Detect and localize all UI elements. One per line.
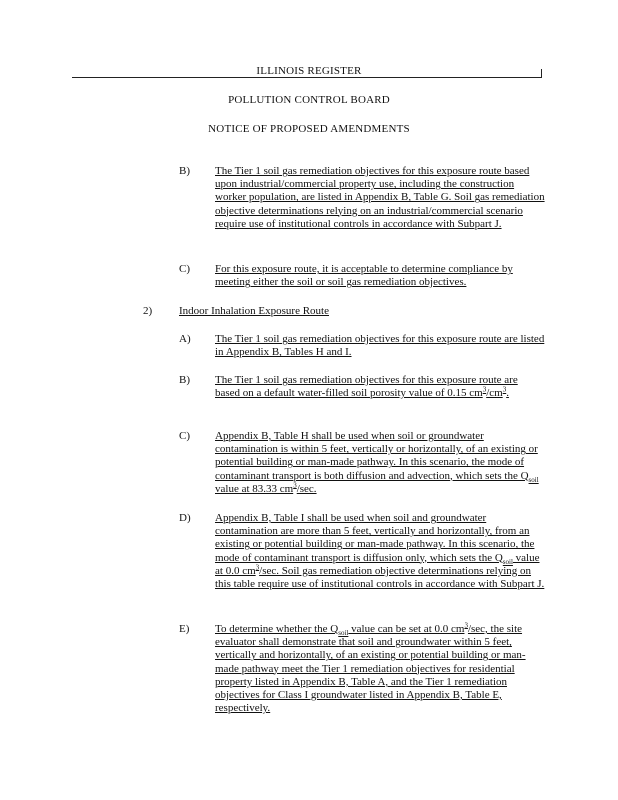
paragraph-text: For this exposure route, it is acceptable to determine compliance by meeting either the soil or soil gas remediation objectives. [215,263,513,289]
section-indoor-inhalation [179,305,509,318]
superscript: 3 [502,385,507,394]
item-label: B) [179,374,190,386]
item-label: 2) [143,305,153,317]
item-label: C) [179,430,190,442]
subscript: soil [502,557,513,566]
paragraph-text: /sec, the site evaluator shall demonstrate that soil and groundwater within 5 feet, vertically and horizontally, of an existing or potential building or man-made pathway meet the Tier 1 remediation objectives for residential property listed in Appendix B, Table A, and the Tier 1 remediation objectives for Class I groundwater listed in Appendix B, Table E, respectively. [215,623,526,715]
notice-title: NOTICE OF PROPOSED AMENDMENTS [208,123,410,135]
subscript: soil [528,475,539,484]
paragraph-text: value at 83.33 cm [215,482,294,495]
paragraph-text: Appendix B, Table I shall be used when soil and groundwater contamination are more than 5 feet, vertically and horizontally, from an existing or potential building or man-made pathway. In this scenario, the mode of contaminant transport is diffusion only, which sets the Q [215,512,535,564]
paragraph-c-table-h [215,430,545,496]
paragraph-text: /cm [486,387,503,400]
paragraph-b-porosity [215,374,545,400]
header-rule-tick [541,69,542,77]
paragraph-text: The Tier 1 soil gas remediation objectives for this exposure route are listed in Appendix B, Tables H and I. [215,333,545,359]
superscript: 3 [255,563,260,572]
item-label: D) [179,512,191,524]
superscript: 3 [293,481,297,490]
superscript: 3 [464,621,468,630]
superscript: 3 [482,385,487,394]
paragraph-b-industrial [215,165,545,231]
section-heading: Indoor Inhalation Exposure Route [179,305,329,317]
register-title: ILLINOIS REGISTER [256,65,362,77]
paragraph-text: The Tier 1 soil gas remediation objectives for this exposure route are based on a default water-filled soil porosity value of 0.15 cm [215,374,518,400]
paragraph-text: value can be set at 0.0 cm [348,623,465,635]
paragraph-text: The Tier 1 soil gas remediation objectives for this exposure route based upon industrial/commercial property use, including the construction worker population, are listed in Appendix B, Table G. Soil gas remediation objective determinations relying on an industrial/commercial scenario require use of institutional controls in accordance with Subpart J. [215,165,545,230]
paragraph-text: /sec. Soil gas remediation objective determinations relying on this table require use of institutional controls in accordance with Subpart J. [215,564,545,591]
paragraph-text: To determine whether the Q [215,623,339,635]
board-title: POLLUTION CONTROL BOARD [228,94,390,106]
paragraph-text: value at 0.0 cm [215,551,540,577]
subscript: soil [338,629,349,638]
header-rule [72,77,542,78]
paragraph-text: /sec. [296,482,317,495]
paragraph-c-compliance [215,263,545,289]
item-label: C) [179,263,190,275]
paragraph-text: Appendix B, Table H shall be used when soil or groundwater contamination is within 5 feet, vertically or horizontally, of an existing or potential building or man-made pathway. In this scenario, the mode of contaminant transport is both diffusion and advection, which sets the Q [215,430,538,482]
paragraph-text: . [506,387,509,400]
item-label: E) [179,623,190,635]
paragraph-e-qsoil [215,623,545,715]
paragraph-a-tables [215,333,545,359]
item-label: B) [179,165,190,177]
item-label: A) [179,333,191,345]
paragraph-d-table-i [215,512,545,591]
